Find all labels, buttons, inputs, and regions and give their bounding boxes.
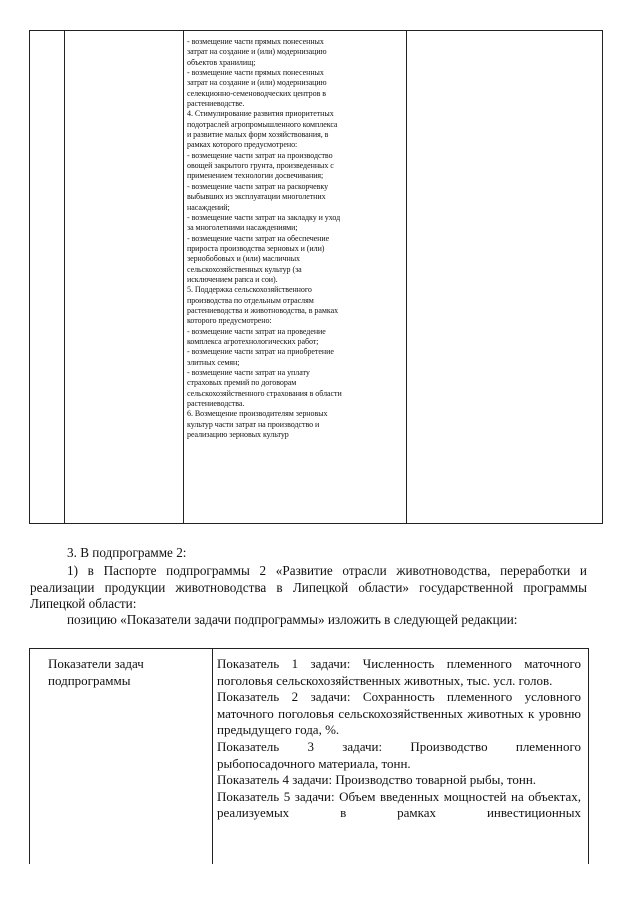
position-paragraph: позицию «Показатели задачи подпрограммы» изложить в следующей редакции: <box>67 612 518 627</box>
table-column-divider <box>406 31 407 523</box>
indicators-list <box>217 656 581 822</box>
indicator-item: Показатель 2 задачи: Сохранность племенного условного маточного поголовья сельскохозяйственных животных к уровню предыдущего года, %. <box>217 689 581 738</box>
indicator-item: Показатель 4 задачи: Производство товарной рыбы, тонн. <box>217 772 537 788</box>
indicator-item: Показатель 1 задачи: Численность племенного маточного поголовья сельскохозяйственных животных, тыс. усл. голов. <box>217 656 581 688</box>
indicators-label: Показатели задач подпрограммы <box>48 656 144 688</box>
subprogram-heading: 3. В подпрограмме 2: <box>67 545 187 560</box>
passport-paragraph: 1) в Паспорте подпрограммы 2 «Развитие отрасли животноводства, переработки и реализации продукции животноводства в Липецкой области» государственной программы Липецкой области: <box>30 563 587 611</box>
table-column-divider <box>183 31 184 523</box>
table-column-divider <box>212 649 213 864</box>
indicators-table <box>29 648 589 864</box>
measures-cell-text: - возмещение части прямых понесенных затрат на создание и (или) модернизацию объектов хранилищ; - возмещение части прямых понесенных затрат на создание и (или) модернизацию селекционно-семеноводческих центров в растениеводстве. 4. Стимулирование развития приоритетных подотраслей агропромышленного комплекса и развитие малых форм хозяйствования, в рамках которого предусмотрено: - возмещение части затрат на производство овощей закрытого грунта, произведенных с применением технологии досвечивания; - возмещение части затрат на раскорчевку выбывших из эксплуатации многолетних насаждений; - возмещение части затрат на закладку и уход за многолетними насаждениями; - возмещение части затрат на обеспечение прироста производства зерновых и (или) зернобобовых и (или) масличных сельскохозяйственных культур (за исключением рапса и сои). 5. Поддержка сельскохозяйственного производства по отдельным отраслям растениеводства и животноводства, в рамках которого предусмотрено: - возмещение части затрат на проведение комплекса агротехнологических работ; - возмещение части затрат на приобретение элитных семян; - возмещение части затрат на уплату страховых премий по договорам сельскохозяйственного страхования в области растениеводства. 6. Возмещение производителям зерновых культур части затрат на производство и реализацию зерновых культур <box>187 37 342 440</box>
table-column-divider <box>64 31 65 523</box>
indicator-item: Показатель 5 задачи: Объем введенных мощностей на объектах, реализуемых в рамках инвестиционных <box>217 788 581 821</box>
continued-table <box>29 30 603 524</box>
indicator-item: Показатель 3 задачи: Производство племенного рыбопосадочного материала, тонн. <box>217 738 581 771</box>
